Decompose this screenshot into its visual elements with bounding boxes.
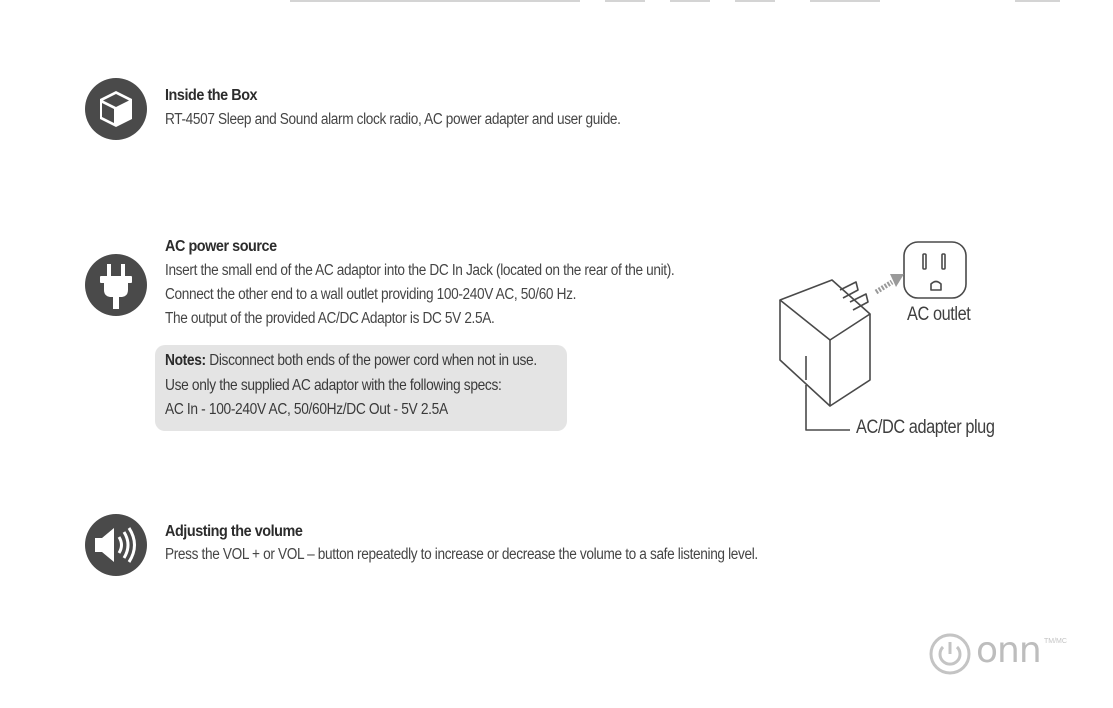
top-border — [0, 0, 1113, 6]
volume-heading: Adjusting the volume — [165, 523, 303, 540]
ac-power-line-3: The output of the provided AC/DC Adaptor is DC 5V 2.5A. — [165, 310, 495, 327]
ac-power-heading: AC power source — [165, 238, 277, 255]
ac-power-line-1: Insert the small end of the AC adaptor into the DC In Jack (located on the rear of the unit). — [165, 262, 675, 279]
power-icon — [928, 632, 972, 676]
trademark: TM/MC — [1044, 638, 1067, 645]
notes-label: Notes: — [165, 352, 206, 369]
plug-icon — [85, 254, 147, 316]
inside-box-heading: Inside the Box — [165, 87, 258, 104]
notes-line-1 — [165, 352, 537, 370]
adapter-label: AC/DC adapter plug — [856, 417, 995, 438]
notes-line-1-text: Disconnect both ends of the power cord when not in use. — [205, 352, 537, 369]
box-icon — [85, 78, 147, 140]
outlet-label: AC outlet — [907, 304, 971, 325]
notes-box — [155, 345, 567, 431]
volume-text: Press the VOL + or VOL – button repeatedly to increase or decrease the volume to a safe listening level. — [165, 546, 758, 563]
speaker-icon — [85, 514, 147, 576]
inside-box-text: RT-4507 Sleep and Sound alarm clock radio, AC power adapter and user guide. — [165, 111, 621, 128]
notes-line-2: Use only the supplied AC adaptor with the following specs: — [165, 377, 502, 394]
notes-line-3: AC In - 100-240V AC, 50/60Hz/DC Out - 5V 2.5A — [165, 401, 448, 418]
adapter-diagram — [770, 230, 1030, 460]
arrow-icon — [876, 274, 904, 292]
brand-name: onn — [976, 630, 1041, 671]
ac-power-line-2: Connect the other end to a wall outlet providing 100-240V AC, 50/60 Hz. — [165, 286, 577, 303]
onn-logo — [928, 630, 1078, 676]
